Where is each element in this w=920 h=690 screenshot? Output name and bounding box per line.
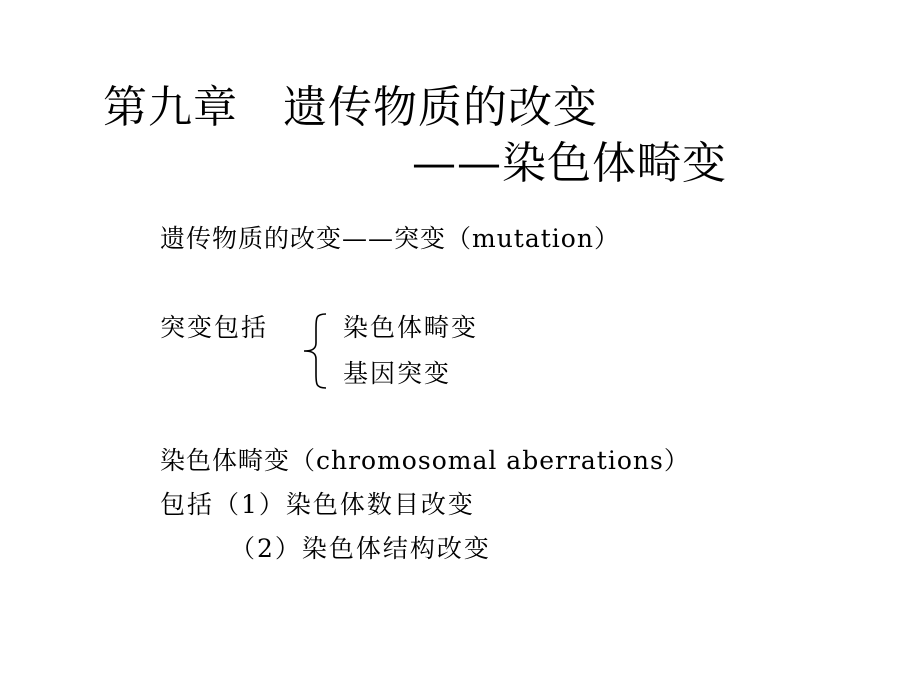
mutation-includes-label: 突变包括	[160, 313, 269, 342]
mutation-type-item: 染色体畸变	[343, 313, 479, 342]
curly-brace-icon	[300, 312, 330, 390]
slide-title-line-2: ——染色体畸变	[412, 138, 727, 189]
mutation-definition: 遗传物质的改变——突变（mutation）	[160, 224, 620, 253]
aberration-include-item: 包括（1）染色体数目改变	[160, 490, 475, 519]
aberration-definition: 染色体畸变（chromosomal aberrations）	[160, 446, 690, 475]
mutation-type-item: 基因突变	[343, 359, 452, 388]
slide-title-line-1: 第九章 遗传物质的改变	[103, 82, 598, 133]
aberration-include-item: （2）染色体结构改变	[230, 534, 491, 563]
